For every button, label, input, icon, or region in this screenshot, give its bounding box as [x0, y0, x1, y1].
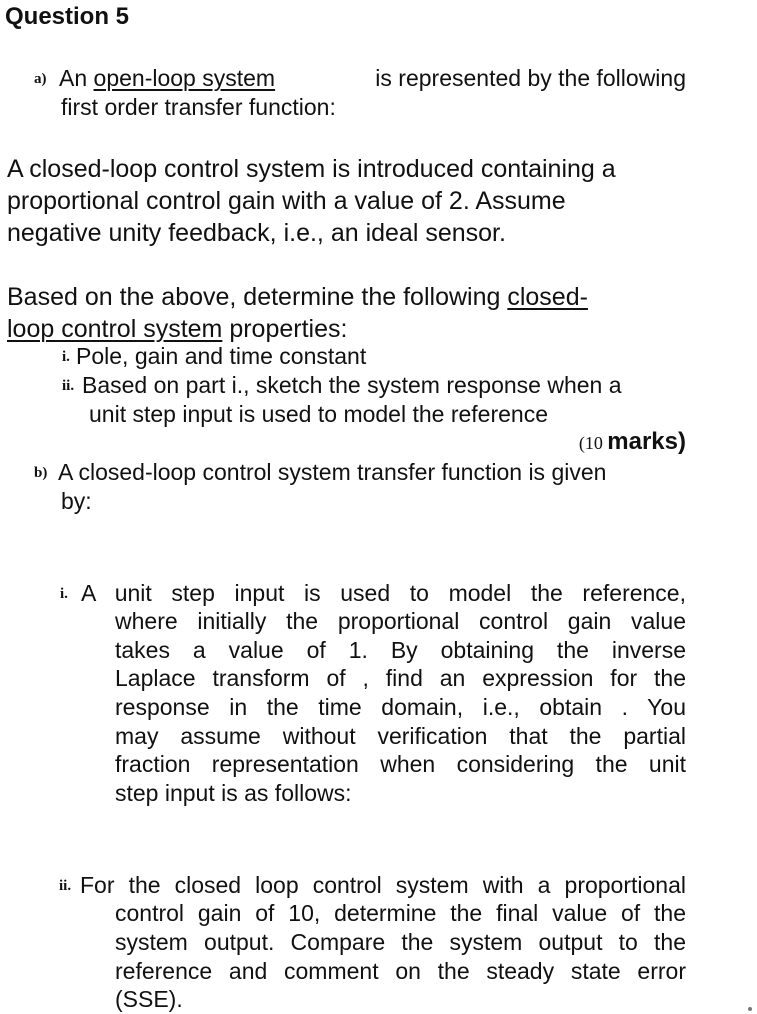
part-a-intro-line2: first order transfer function:: [61, 94, 336, 120]
item-line: reference and comment on the steady state error: [115, 958, 686, 984]
item-line: For the closed loop control system with a proportional: [80, 872, 686, 898]
subitem-marker: ii.: [59, 878, 72, 894]
paragraph-line: A closed-loop control system is introduced containing a: [7, 155, 616, 183]
closed-loop-term-part1: closed-: [507, 283, 588, 311]
item-line: fraction representation when considering the unit: [115, 751, 686, 777]
subitem-text: Pole, gain and time constant: [76, 343, 367, 369]
item-line: takes a value of 1. By obtaining the inverse: [115, 637, 686, 663]
item-line: step input is as follows:: [115, 780, 352, 806]
page-edge-mark: [748, 1007, 752, 1011]
para2-prefix: Based on the above, determine the following: [7, 283, 508, 311]
part-a-marker: a): [34, 71, 47, 87]
marks-label: marks): [607, 428, 686, 455]
para2-suffix: properties:: [222, 315, 348, 343]
subitem-text: Based on part i., sketch the system response when a: [82, 372, 622, 398]
item-line: where initially the proportional control gain value: [115, 608, 686, 634]
item-line: A unit step input is used to model the reference,: [81, 580, 686, 606]
closed-loop-term-part2: loop control system: [7, 315, 223, 343]
part-a-intro-line1: [59, 64, 686, 93]
paragraph-line: [7, 313, 347, 345]
item-line: may assume without verification that the partial: [115, 723, 686, 749]
marks-allocation: [579, 428, 686, 456]
subitem-text: unit step input is used to model the reference: [89, 401, 549, 427]
item-line: Laplace transform of , find an expression for the: [115, 665, 686, 691]
subitem-marker: i.: [60, 586, 68, 602]
item-line: (SSE).: [115, 986, 183, 1012]
item-line: response in the time domain, i.e., obtain . You: [115, 694, 686, 720]
subitem-marker: ii.: [62, 378, 75, 394]
intro-suffix: is represented by the following: [368, 65, 686, 91]
paragraph-line: negative unity feedback, i.e., an ideal sensor.: [7, 219, 506, 247]
open-loop-system-term: open-loop system: [93, 65, 276, 91]
part-b-line2: by:: [61, 488, 92, 514]
subitem-marker: i.: [62, 349, 70, 365]
part-b-line1: A closed-loop control system transfer function is given: [58, 459, 607, 485]
paragraph-line: [7, 281, 588, 313]
item-line: control gain of 10, determine the final value of the: [115, 900, 686, 926]
item-line: system output. Compare the system output to the: [115, 929, 686, 955]
marks-number: (10: [578, 433, 603, 453]
question-title: Question 5: [5, 3, 130, 30]
paragraph-line: proportional control gain with a value of 2. Assume: [7, 187, 566, 215]
intro-prefix: An: [59, 65, 94, 91]
part-b-marker: b): [34, 465, 48, 481]
